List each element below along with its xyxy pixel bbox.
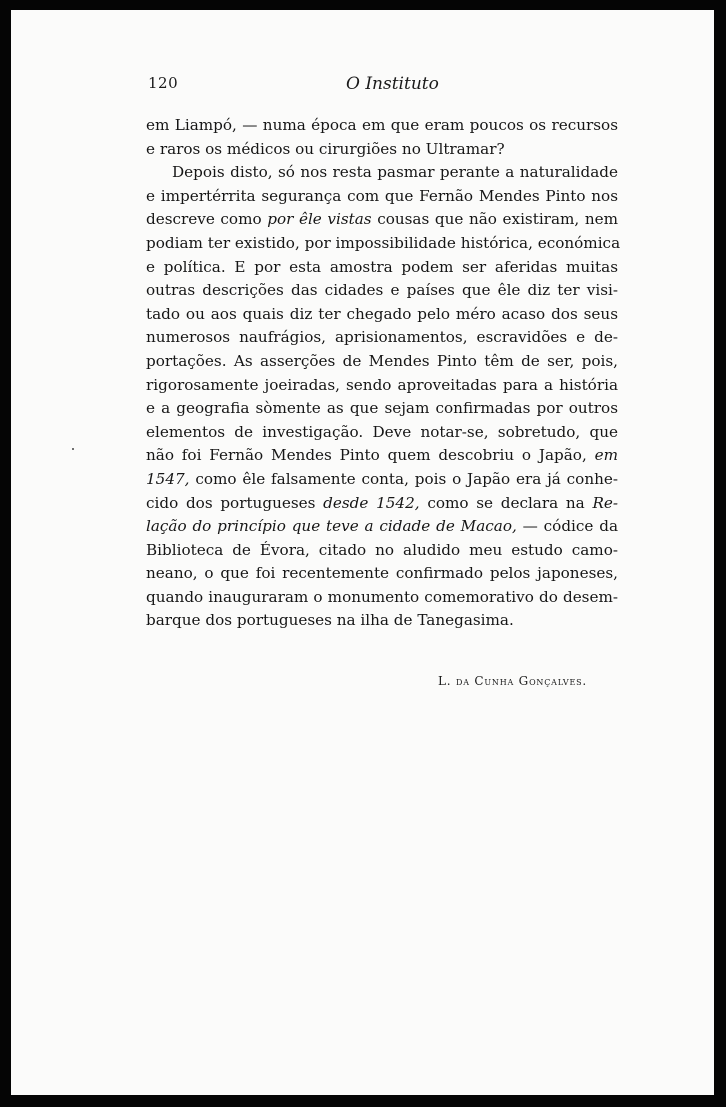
text-line: podiam ter existido, por impossibilidade histórica, económica: [146, 233, 621, 252]
text-line: descreve como por êle vistas cousas que não existiram, nem: [146, 210, 618, 229]
text-line: outras descrições das cidades e países que êle diz ter visi-: [146, 281, 618, 300]
text-line: lação do princípio que teve a cidade de Macao, — códice da: [146, 517, 619, 536]
text-line: 1547, como êle falsamente conta, pois o Japão era já conhe-: [146, 469, 619, 488]
author-signature: L. da Cunha Gonçalves.: [437, 674, 587, 688]
text-line: Biblioteca de Évora, citado no aludido meu estudo camo-: [146, 540, 618, 559]
text-line: barque dos portugueses na ilha de Tanegasima.: [146, 611, 514, 630]
body-text: [146, 114, 621, 633]
text-line: neano, o que foi recentemente confirmado pelos japoneses,: [146, 564, 618, 583]
text-line: rigorosamente joeiradas, sendo aproveitadas para a história: [146, 375, 618, 394]
page-header: [148, 74, 604, 100]
page-number: 120: [148, 74, 179, 92]
text-line: não foi Fernão Mendes Pinto quem descobriu o Japão, em: [146, 446, 618, 465]
text-line: e impertérrita segurança com que Fernão Mendes Pinto nos: [146, 186, 618, 205]
text-line: e a geografia sòmente as que sejam confirmadas por outros: [146, 399, 618, 418]
text-line: cido dos portugueses desde 1542, como se declara na Re-: [146, 493, 619, 512]
page-speck: [72, 448, 74, 450]
text-line: elementos de investigação. Deve notar-se, sobretudo, que: [146, 422, 618, 441]
text-line: portações. As asserções de Mendes Pinto têm de ser, pois,: [146, 351, 618, 370]
running-title: O Instituto: [346, 74, 439, 94]
text-line: tado ou aos quais diz ter chegado pelo méro acaso dos seus: [146, 304, 618, 323]
text-line: em Liampó, — numa época em que eram poucos os recursos: [146, 116, 618, 134]
text-line: Depois disto, só nos resta pasmar perante a naturalidade: [172, 163, 618, 182]
text-line: e raros os médicos ou cirurgiões no Ultramar?: [146, 139, 505, 158]
text-line: e política. E por esta amostra podem ser aferidas muitas: [146, 257, 618, 276]
text-line: numerosos naufrágios, aprisionamentos, escravidões e de-: [146, 328, 618, 347]
text-line: quando inauguraram o monumento comemorativo do desem-: [146, 587, 618, 606]
book-page: [11, 10, 714, 1095]
